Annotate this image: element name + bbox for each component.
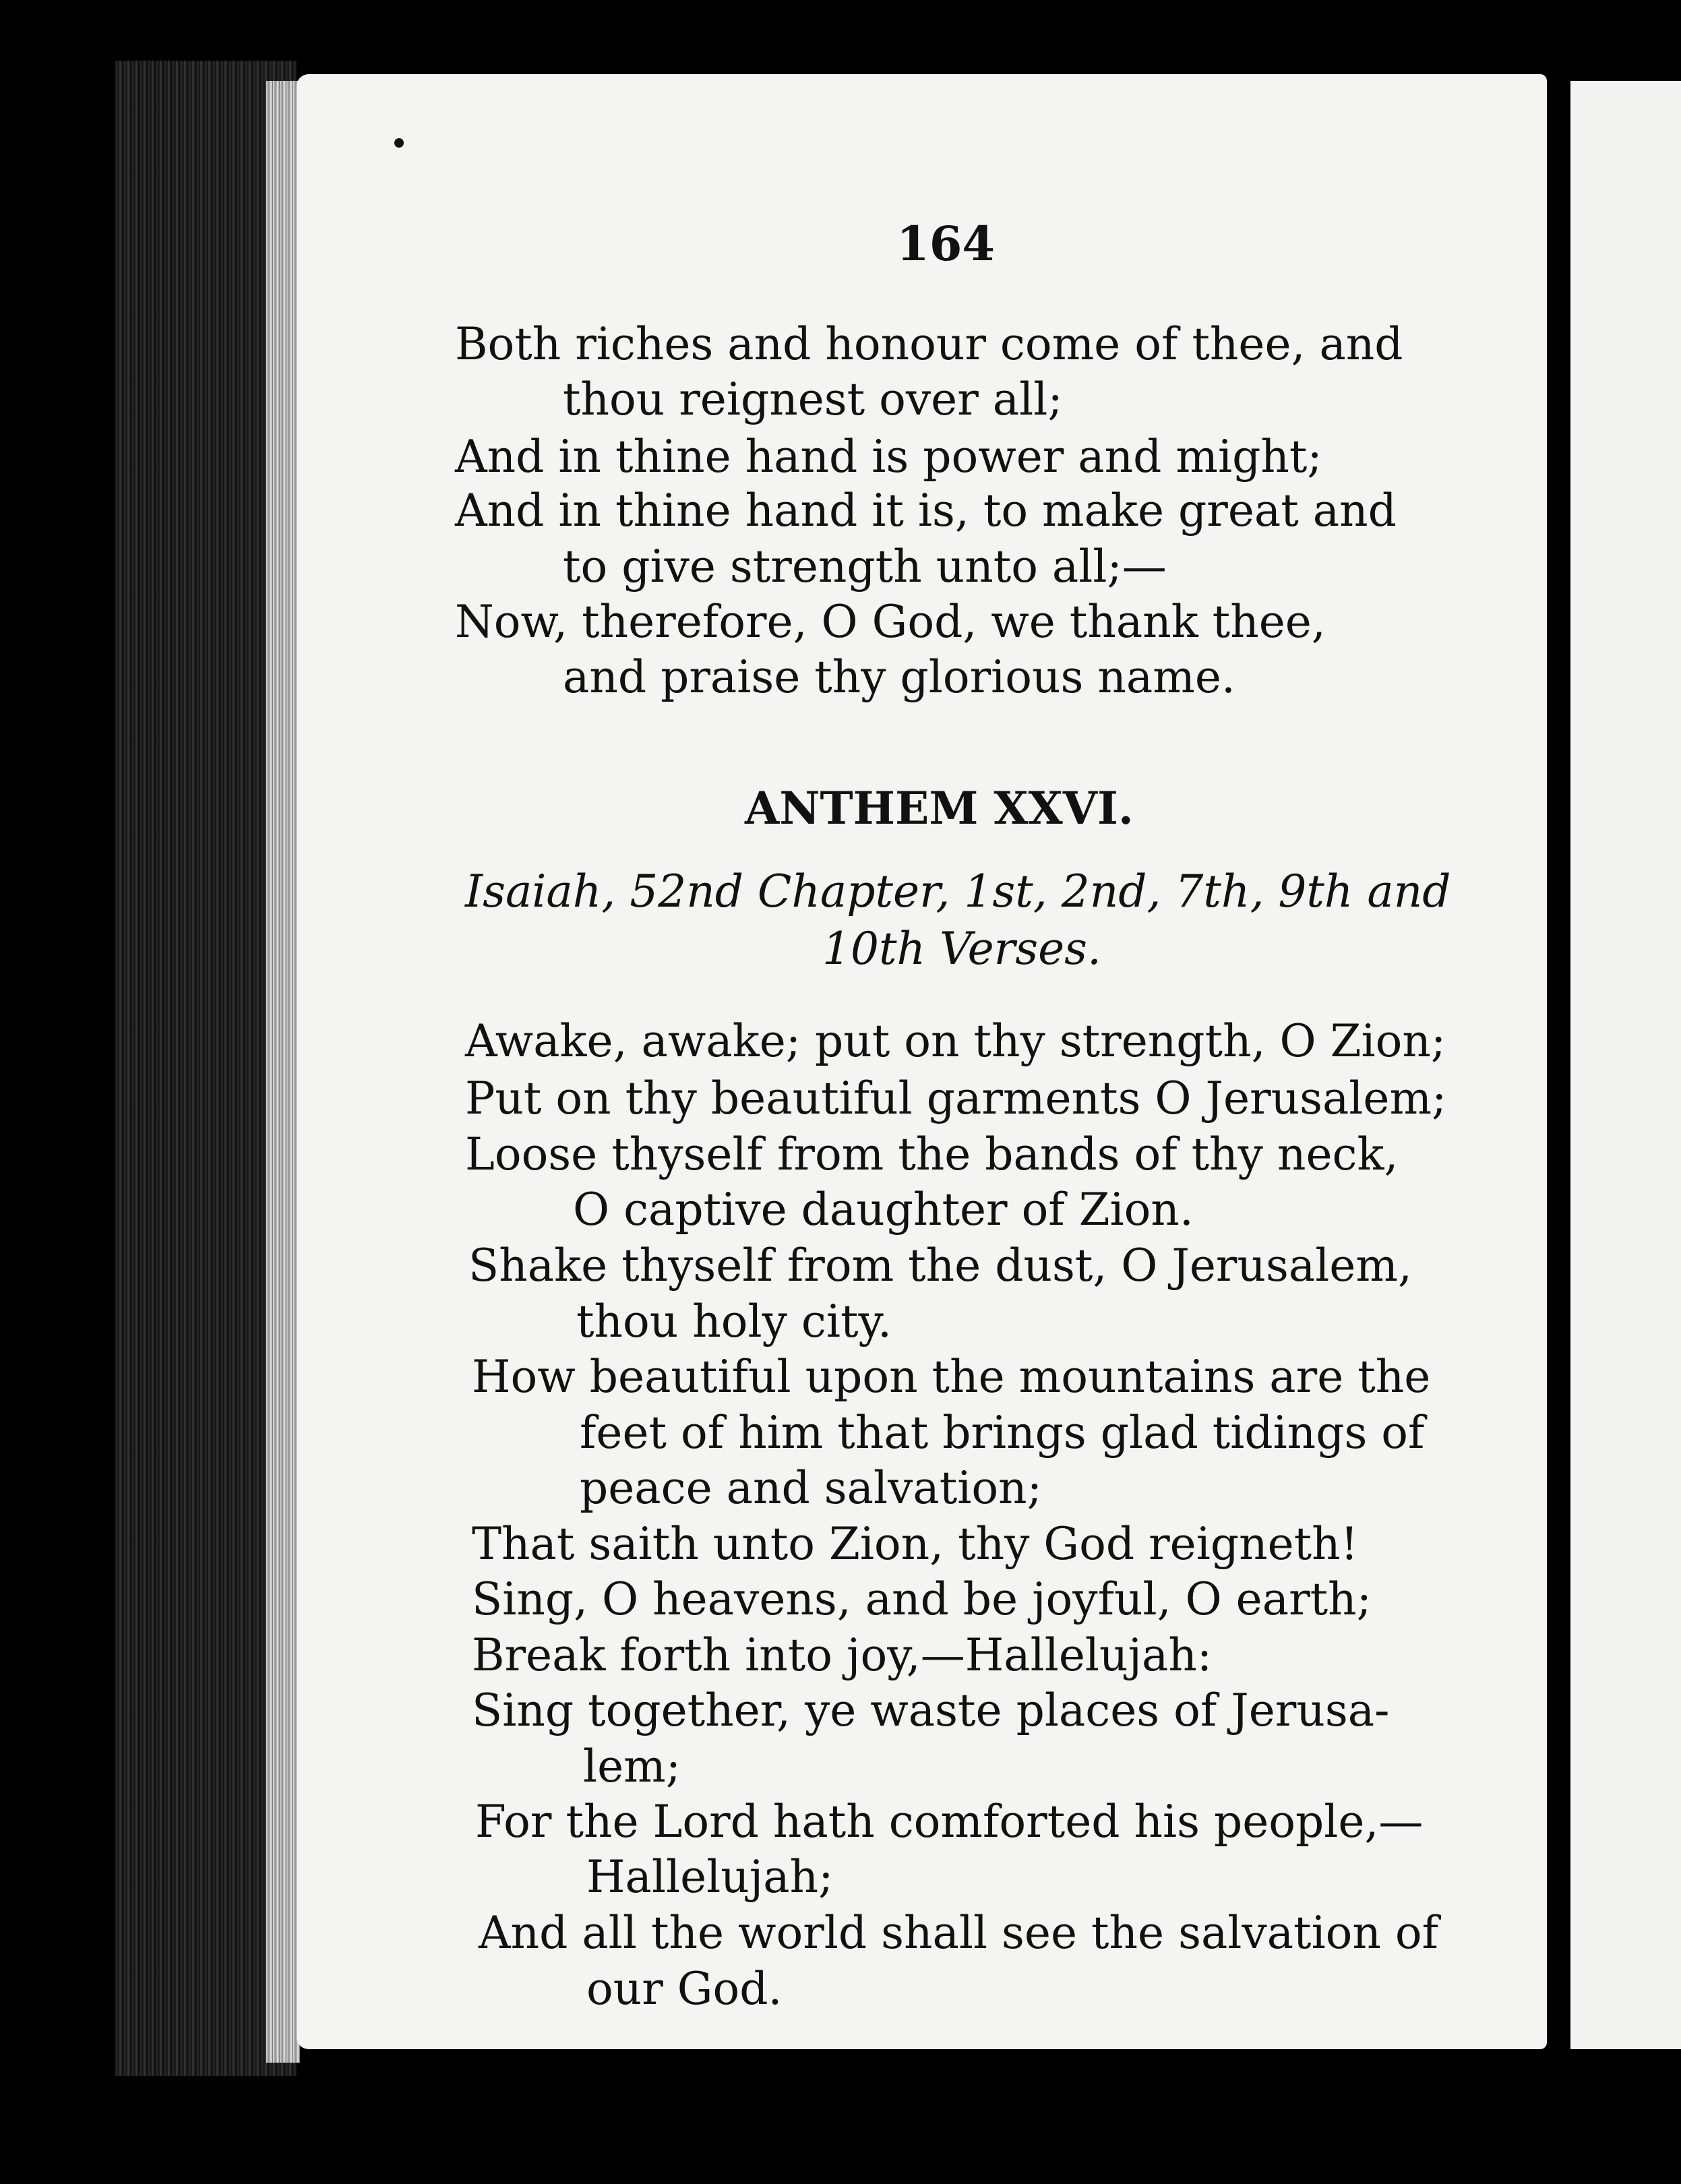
- text-line: Now, therefore, O God, we thank thee,: [455, 596, 1326, 648]
- text-line: For the Lord hath comforted his people,—: [475, 1796, 1424, 1848]
- text-line: And in thine hand it is, to make great and: [455, 485, 1397, 537]
- scripture-reference: 10th Verses.: [822, 923, 1101, 975]
- text-line: Shake thyself from the dust, O Jerusalem,: [468, 1240, 1412, 1292]
- text-line: and praise thy glorious name.: [563, 651, 1235, 703]
- scripture-reference: Isaiah, 52nd Chapter, 1st, 2nd, 7th, 9th and: [465, 866, 1451, 917]
- page-number: 164: [896, 216, 996, 272]
- text-line: Put on thy beautiful garments O Jerusalem;: [465, 1072, 1447, 1124]
- text-line: feet of him that brings glad tidings of: [580, 1407, 1425, 1459]
- text-line: How beautiful upon the mountains are the: [472, 1351, 1431, 1403]
- text-line: Both riches and honour come of thee, and: [455, 318, 1403, 370]
- text-line: thou reignest over all;: [563, 373, 1063, 425]
- text-line: Loose thyself from the bands of thy neck,: [465, 1128, 1399, 1180]
- text-line: thou holy city.: [576, 1296, 892, 1347]
- text-line: Awake, awake; put on thy strength, O Zion;: [465, 1015, 1446, 1067]
- text-line: peace and salvation;: [580, 1462, 1042, 1514]
- anthem-heading: ANTHEM XXVI.: [745, 782, 1134, 835]
- text-line: And all the world shall see the salvation of: [479, 1907, 1439, 1959]
- text-line: Sing, O heavens, and be joyful, O earth;: [472, 1573, 1372, 1625]
- text-line: Sing together, ye waste places of Jerusa-: [472, 1685, 1390, 1736]
- text-line: That saith unto Zion, thy God reigneth!: [472, 1518, 1359, 1570]
- text-line: Break forth into joy,—Hallelujah:: [472, 1629, 1213, 1681]
- text-line: to give strength unto all;—: [563, 541, 1167, 593]
- text-line: Hallelujah;: [586, 1851, 834, 1903]
- text-line: And in thine hand is power and might;: [455, 431, 1322, 483]
- ink-speck: [394, 138, 404, 148]
- text-line: our God.: [586, 1963, 783, 2015]
- facing-page: [1570, 81, 1681, 2049]
- page-edges: [266, 81, 300, 2063]
- text-line: lem;: [583, 1740, 681, 1792]
- text-line: O captive daughter of Zion.: [573, 1184, 1194, 1236]
